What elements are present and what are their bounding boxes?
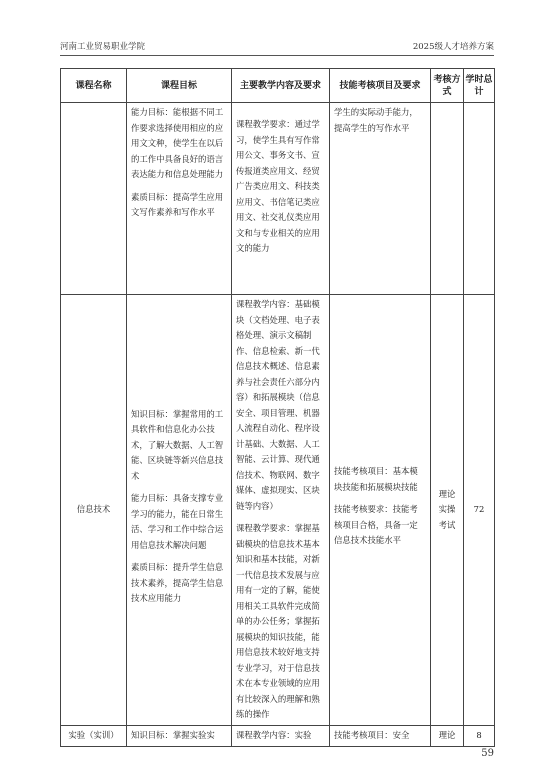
course-table — [60, 68, 495, 747]
column-header: 考核方式 — [431, 69, 464, 103]
assessment-method-cell — [431, 103, 464, 295]
goal-text: 知识目标：掌握常用的工具软件和信息化办公技术，了解大数据、人工智能、区块链等新兴信息技术 — [131, 408, 224, 481]
content-text: 课程教学要求：掌握基础模块的信息技术基本知识和基本技能，对新一代信息技术发展与应用有一定的了解，能使用相关工具软件完成简单的办公任务；掌握拓展模块的知识技能，能用信息技术较好地支持专业学习，对于信息技术在本专业领域的应用有比较深入的理解和熟练的操作 — [236, 523, 320, 719]
column-header: 课程目标 — [127, 69, 232, 103]
course-goals-cell — [127, 103, 232, 295]
course-content-cell — [232, 295, 330, 726]
skill-text: 技能考核要求：技能考核项目合格，具备一定信息技术技能水平 — [334, 504, 418, 546]
table-row — [61, 103, 495, 295]
course-content-cell — [232, 726, 330, 747]
assessment-method-cell: 理论 — [431, 726, 464, 747]
goal-text: 能力目标：能根据不同工作要求选择使用相应的应用文文种，使学生在以后的工作中具备良好的语言表达能力和信息处理能力 — [131, 107, 224, 179]
column-header: 技能考核项目及要求 — [330, 69, 431, 103]
course-goals-cell — [127, 295, 232, 726]
course-goals-cell — [127, 726, 232, 747]
skill-text: 技能考核项目：基本模块技能和拓展模块技能 — [334, 466, 418, 492]
plan-title: 2025级人才培养方案 — [412, 42, 494, 52]
header-divider — [60, 55, 494, 56]
course-name-cell: 实验（实训） — [61, 726, 127, 747]
skill-text: 学生的实际动手能力，提高学生的写作水平 — [334, 107, 418, 133]
column-header: 课程名称 — [61, 69, 127, 103]
hours-cell — [464, 103, 495, 295]
content-text: 课程教学要求：通过学习，使学生具有写作常用公文、事务文书、宣传报道类应用文、经贸广告类应用文、科技类应用文、书信笔记类应用文、社交礼仪类应用文和与专业相关的应用文的能力 — [236, 119, 320, 253]
skill-cell — [330, 103, 431, 295]
skill-text: 技能考核项目：安全 — [334, 730, 410, 740]
goal-text: 知识目标：掌握实验实 — [131, 730, 215, 740]
assessment-method-cell: 理论实操考试 — [431, 295, 464, 726]
goal-text: 素质目标：提高学生应用文写作素养和写作水平 — [131, 191, 224, 217]
skill-cell — [330, 726, 431, 747]
hours-cell: 72 — [464, 295, 495, 726]
content-text: 课程教学内容：基础模块（文档处理、电子表格处理、演示文稿制作、信息检索、新一代信息技术概述、信息素养与社会责任六部分内容）和拓展模块（信息安全、项目管理、机器人流程自动化、程序设计基础、大数据、人工智能、云计算、现代通信技术、物联网、数字媒体、虚拟现实、区块链等内容） — [236, 299, 320, 511]
course-name-cell — [61, 103, 127, 295]
table-header-row — [61, 69, 495, 103]
column-header: 学时总计 — [464, 69, 495, 103]
school-name: 河南工业贸易职业学院 — [60, 42, 146, 52]
goal-text: 素质目标：提升学生信息技术素养，提高学生信息技术应用能力 — [131, 562, 224, 603]
table-row — [61, 295, 495, 726]
content-text: 课程教学内容：实验 — [236, 730, 312, 740]
course-name-cell: 信息技术 — [61, 295, 127, 726]
column-header: 主要教学内容及要求 — [232, 69, 330, 103]
course-content-cell — [232, 103, 330, 295]
goal-text: 能力目标：具备支撑专业学习的能力，能在日常生活、学习和工作中综合运用信息技术解决问题 — [131, 493, 224, 550]
table-row — [61, 726, 495, 747]
hours-cell: 8 — [464, 726, 495, 747]
page-header — [60, 40, 494, 54]
page-number: 59 — [481, 748, 494, 759]
skill-cell — [330, 295, 431, 726]
